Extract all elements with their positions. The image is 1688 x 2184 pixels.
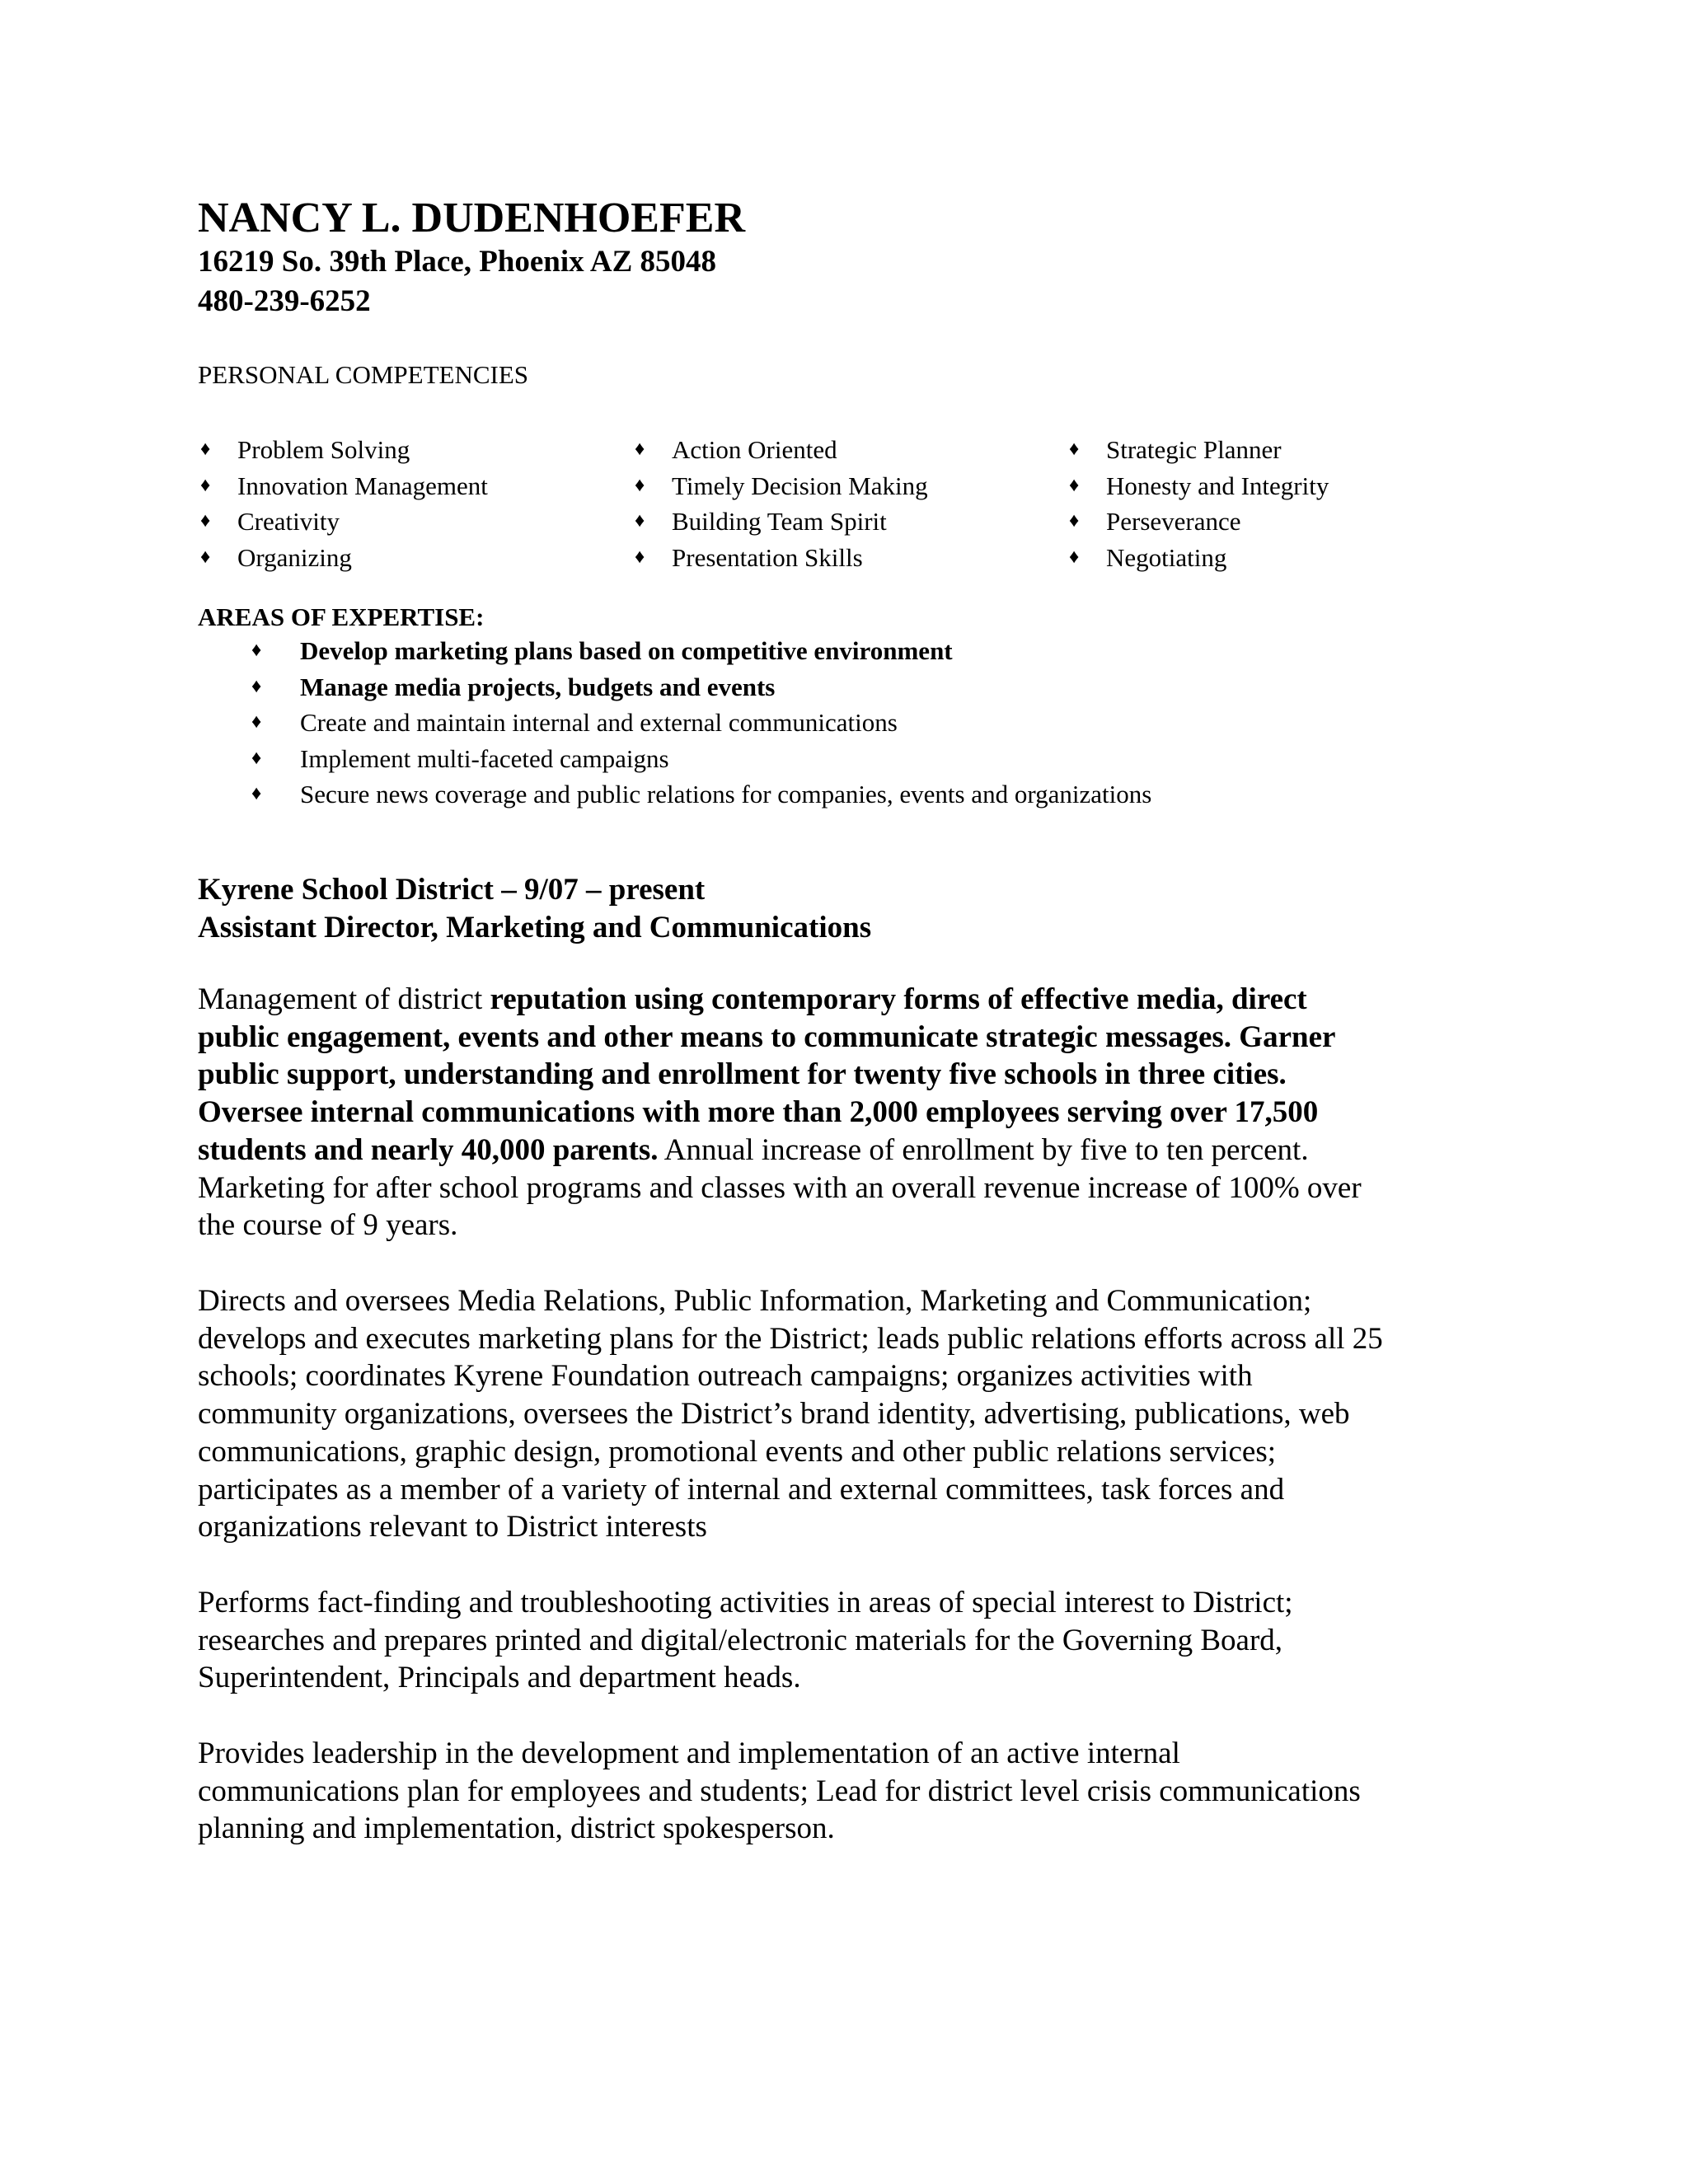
diamond-bullet-icon: ♦ — [635, 474, 645, 496]
diamond-bullet-icon: ♦ — [1069, 546, 1080, 568]
competency-label: Problem Solving — [237, 435, 410, 464]
expertise-label: Develop marketing plans based on competitive environment — [300, 636, 953, 665]
job-summary-paragraph — [198, 981, 1550, 1244]
expertise-item — [249, 705, 1151, 741]
competencies-column — [632, 432, 1044, 575]
paragraph-line: Marketing for after school programs and classes with an overall revenue increase of 100% over — [198, 1170, 1362, 1205]
research-paragraph — [198, 1584, 1550, 1697]
text-run-bold: reputation using contemporary forms of effective media, direct — [490, 982, 1307, 1016]
paragraph-line: Oversee internal communications with more than 2,000 employees serving over 17,500 — [198, 1095, 1319, 1130]
paragraph-line: Provides leadership in the development and implementation of an active internal — [198, 1736, 1180, 1770]
competency-item — [632, 468, 1044, 504]
competency-item — [632, 540, 1044, 576]
competency-label: Negotiating — [1106, 542, 1227, 572]
paragraph-line: community organizations, oversees the District’s brand identity, advertising, publications, web — [198, 1397, 1350, 1432]
paragraph-line: the course of 9 years. — [198, 1208, 458, 1243]
diamond-bullet-icon: ♦ — [251, 640, 262, 661]
competencies-heading: PERSONAL COMPETENCIES — [198, 360, 529, 389]
candidate-name: NANCY L. DUDENHOEFER — [198, 194, 745, 241]
paragraph-line: Performs fact-finding and troubleshooting activities in areas of special interest to District; — [198, 1586, 1293, 1619]
expertise-item — [249, 741, 1151, 777]
competency-item — [1067, 432, 1479, 468]
competency-label: Strategic Planner — [1106, 435, 1282, 464]
competency-label: Timely Decision Making — [672, 471, 928, 500]
expertise-label: Create and maintain internal and external communications — [300, 708, 898, 737]
expertise-label: Secure news coverage and public relations for companies, events and organizations — [300, 780, 1152, 808]
job-employer: Kyrene School District – 9/07 – present — [198, 873, 706, 907]
competency-item — [632, 432, 1044, 468]
contact-phone: 480-239-6252 — [198, 284, 371, 318]
text-run-bold: students and nearly 40,000 parents. — [198, 1132, 659, 1167]
competency-item — [632, 504, 1044, 540]
competency-label: Creativity — [237, 507, 340, 536]
diamond-bullet-icon: ♦ — [1069, 438, 1080, 460]
diamond-bullet-icon: ♦ — [251, 675, 262, 697]
duties-paragraph — [198, 1282, 1550, 1546]
contact-address: 16219 So. 39th Place, Phoenix AZ 85048 — [198, 245, 717, 279]
paragraph-line — [198, 1132, 1550, 1169]
diamond-bullet-icon: ♦ — [251, 711, 262, 733]
diamond-bullet-icon: ♦ — [200, 546, 211, 568]
paragraph-line: researches and prepares printed and digital/electronic materials for the Governing Board, — [198, 1623, 1283, 1657]
competency-label: Building Team Spirit — [672, 507, 887, 536]
text-run: Management of district — [198, 982, 490, 1016]
diamond-bullet-icon: ♦ — [635, 438, 645, 460]
diamond-bullet-icon: ♦ — [251, 783, 262, 804]
competency-item — [198, 540, 610, 576]
expertise-label: Implement multi-faceted campaigns — [300, 743, 669, 773]
competency-label: Honesty and Integrity — [1106, 471, 1329, 500]
expertise-label: Manage media projects, budgets and events — [300, 672, 776, 701]
diamond-bullet-icon: ♦ — [200, 474, 211, 496]
diamond-bullet-icon: ♦ — [200, 438, 211, 460]
diamond-bullet-icon: ♦ — [1069, 474, 1080, 496]
paragraph-line: public support, understanding and enrollment for twenty five schools in three cities. — [198, 1057, 1287, 1092]
diamond-bullet-icon: ♦ — [200, 510, 211, 532]
competency-item — [198, 432, 610, 468]
diamond-bullet-icon: ♦ — [635, 510, 645, 532]
expertise-item — [249, 633, 1151, 669]
paragraph-line: Superintendent, Principals and department heads. — [198, 1661, 801, 1695]
paragraph-line: participates as a member of a variety of internal and external committees, task forces and — [198, 1472, 1285, 1507]
diamond-bullet-icon: ♦ — [635, 546, 645, 568]
expertise-list — [249, 633, 1151, 813]
paragraph-line: schools; coordinates Kyrene Foundation outreach campaigns; organizes activities with — [198, 1359, 1253, 1394]
competency-label: Action Oriented — [672, 435, 837, 464]
paragraph-line: public engagement, events and other means to communicate strategic messages. Garner — [198, 1019, 1336, 1054]
competencies-column — [198, 432, 610, 575]
competency-item — [198, 504, 610, 540]
competency-label: Presentation Skills — [672, 542, 863, 572]
competencies-column — [1067, 432, 1479, 575]
paragraph-line: planning and implementation, district spokesperson. — [198, 1811, 835, 1846]
job-title: Assistant Director, Marketing and Communications — [198, 911, 872, 944]
paragraph-line: develops and executes marketing plans for the District; leads public relations efforts across all 25 — [198, 1321, 1383, 1356]
competency-label: Perseverance — [1106, 507, 1241, 536]
competency-label: Innovation Management — [237, 471, 488, 500]
leadership-paragraph — [198, 1735, 1550, 1848]
competency-item — [198, 468, 610, 504]
paragraph-line: communications, graphic design, promotional events and other public relations services; — [198, 1434, 1277, 1469]
competency-label: Organizing — [237, 542, 352, 572]
expertise-item — [249, 776, 1151, 813]
competency-item — [1067, 468, 1479, 504]
diamond-bullet-icon: ♦ — [251, 747, 262, 769]
competency-item — [1067, 540, 1479, 576]
text-run: Annual increase of enrollment by five to ten percent. — [658, 1132, 1309, 1167]
paragraph-line: organizations relevant to District interests — [198, 1510, 707, 1544]
paragraph-line: Directs and oversees Media Relations, Public Information, Marketing and Communication; — [198, 1284, 1312, 1318]
diamond-bullet-icon: ♦ — [1069, 510, 1080, 532]
paragraph-line — [198, 981, 1550, 1019]
expertise-heading: AREAS OF EXPERTISE: — [198, 602, 485, 631]
competency-item — [1067, 504, 1479, 540]
expertise-item — [249, 669, 1151, 705]
paragraph-line: communications plan for employees and students; Lead for district level crisis communications — [198, 1774, 1361, 1808]
